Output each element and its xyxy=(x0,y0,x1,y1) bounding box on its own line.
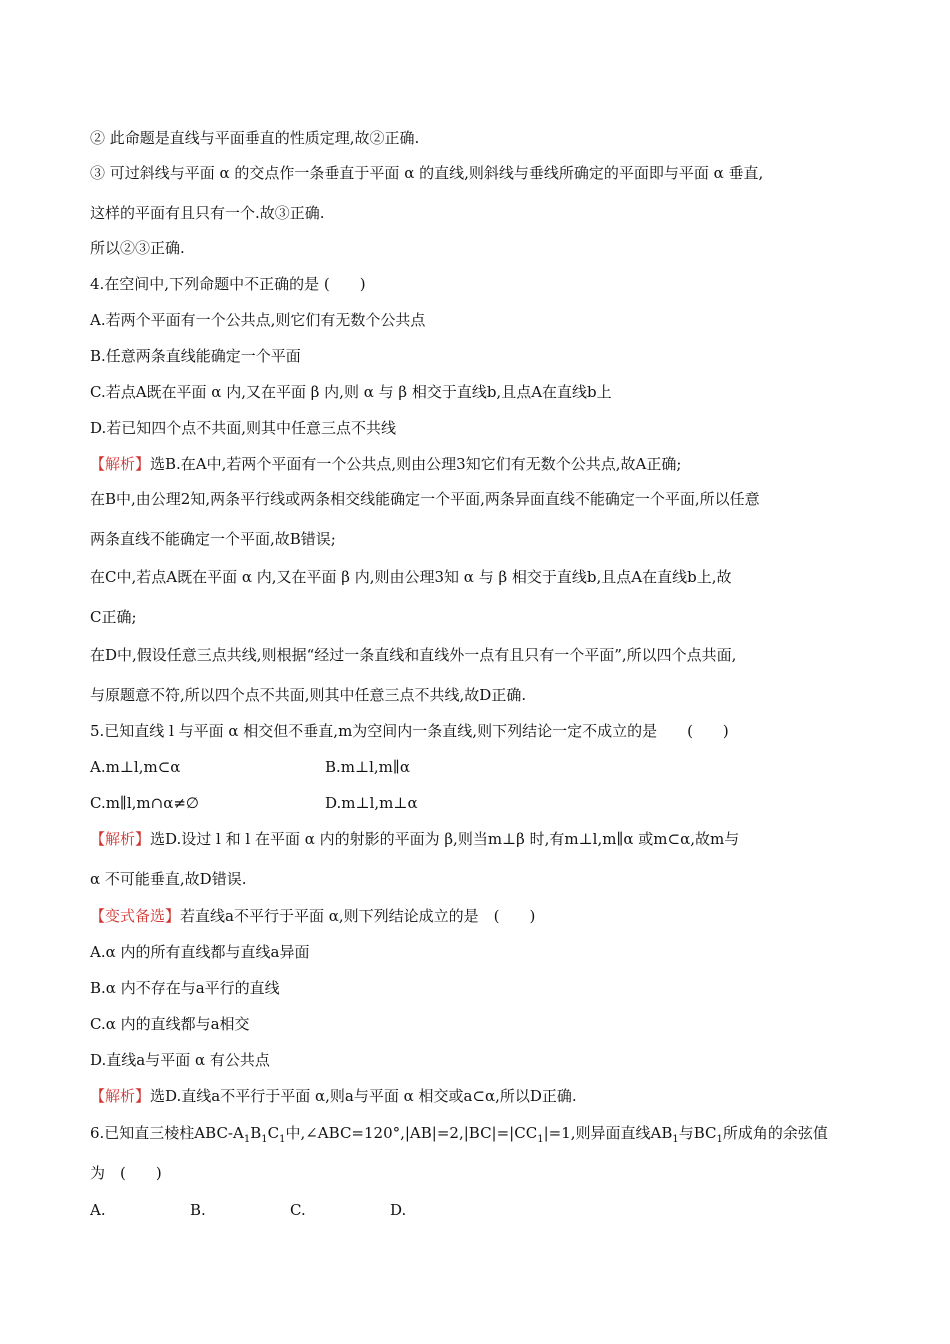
solution-line: C正确; xyxy=(90,608,137,626)
q6-text: B xyxy=(250,1124,262,1142)
text-line: ② 此命题是直线与平面垂直的性质定理,故②正确. xyxy=(90,129,420,147)
subscript: 1 xyxy=(261,1134,268,1145)
option-d: D.m⊥l,m⊥α xyxy=(325,794,418,812)
variant-tag: 【变式备选】 xyxy=(90,907,181,925)
solution-line: 在B中,由公理2知,两条平行线或两条相交线能确定一个平面,两条异面直线不能确定一个平面,所以任意 xyxy=(90,490,760,508)
text-line: 所以②③正确. xyxy=(90,239,185,257)
solution-text: 选B.在A中,若两个平面有一个公共点,则由公理3知它们有无数个公共点,故A正确; xyxy=(150,455,682,473)
analysis-tag: 【解析】 xyxy=(90,1087,151,1105)
option-a: A. xyxy=(90,1201,106,1219)
q6-text: 与BC xyxy=(678,1124,717,1142)
option-c: C.若点A既在平面 α 内,又在平面 β 内,则 α 与 β 相交于直线b,且点A在直线b上 xyxy=(90,383,612,401)
solution-text: 选D.直线a不平行于平面 α,则a与平面 α 相交或a⊂α,所以D正确. xyxy=(150,1087,577,1105)
option-b: B.α 内不存在与a平行的直线 xyxy=(90,979,280,997)
option-d: D.直线a与平面 α 有公共点 xyxy=(90,1051,270,1069)
solution-text: 选D.设过 l 和 l 在平面 α 内的射影的平面为 β,则当m⊥β 时,有m⊥l,m∥α 或m⊂α,故m与 xyxy=(150,830,740,848)
analysis-tag: 【解析】 xyxy=(90,830,151,848)
option-b: B.m⊥l,m∥α xyxy=(325,758,410,776)
option-c: C.m∥l,m∩α≠∅ xyxy=(90,794,199,812)
subscript: 1 xyxy=(537,1134,544,1145)
solution-line: α 不可能垂直,故D错误. xyxy=(90,870,247,888)
option-d: D.若已知四个点不共面,则其中任意三点不共线 xyxy=(90,419,397,437)
variant-question xyxy=(90,906,535,926)
text-line: 这样的平面有且只有一个.故③正确. xyxy=(90,204,325,222)
text-line: ③ 可过斜线与平面 α 的交点作一条垂直于平面 α 的直线,则斜线与垂线所确定的平面即与平面 α 垂直, xyxy=(90,164,764,182)
question-4: 4.在空间中,下列命题中不正确的是 ( ) xyxy=(90,275,366,293)
question-6-cont: 为 ( ) xyxy=(90,1164,162,1182)
solution-line: 在D中,假设任意三点共线,则根据“经过一条直线和直线外一点有且只有一个平面”,所以四个点共面, xyxy=(90,646,737,664)
solution-line xyxy=(90,454,681,474)
q6-text: 所成角的余弦值 xyxy=(722,1124,828,1142)
option-b: B.任意两条直线能确定一个平面 xyxy=(90,347,301,365)
subscript: 1 xyxy=(716,1134,723,1145)
option-d: D. xyxy=(390,1201,407,1219)
question-5: 5.已知直线 l 与平面 α 相交但不垂直,m为空间内一条直线,则下列结论一定不成立的是 ( ) xyxy=(90,722,729,740)
solution-line: 与原题意不符,所以四个点不共面,则其中任意三点不共线,故D正确. xyxy=(90,686,527,704)
analysis-tag: 【解析】 xyxy=(90,455,151,473)
option-a: A.m⊥l,m⊂α xyxy=(90,758,181,776)
subscript: 1 xyxy=(243,1134,251,1145)
solution-line xyxy=(90,1086,577,1106)
solution-line: 两条直线不能确定一个平面,故B错误; xyxy=(90,530,336,548)
solution-line xyxy=(90,829,739,849)
solution-line: 在C中,若点A既在平面 α 内,又在平面 β 内,则由公理3知 α 与 β 相交于直线b,且点A在直线b上,故 xyxy=(90,568,732,586)
q6-text: 6.已知直三棱柱ABC-A xyxy=(90,1124,244,1142)
q6-text: C xyxy=(267,1124,280,1142)
q6-text: 中,∠ABC=120°,|AB|=2,|BC|=|CC xyxy=(285,1124,538,1142)
option-a: A.若两个平面有一个公共点,则它们有无数个公共点 xyxy=(90,311,426,329)
question-6 xyxy=(90,1123,828,1150)
option-c: C. xyxy=(290,1201,306,1219)
option-a: A.α 内的所有直线都与直线a异面 xyxy=(90,943,310,961)
q6-text: |=1,则异面直线AB xyxy=(543,1124,673,1142)
option-b: B. xyxy=(190,1201,206,1219)
variant-text: 若直线a不平行于平面 α,则下列结论成立的是 ( ) xyxy=(180,907,536,925)
subscript: 1 xyxy=(672,1134,679,1145)
subscript: 1 xyxy=(279,1134,286,1145)
option-c: C.α 内的直线都与a相交 xyxy=(90,1015,250,1033)
